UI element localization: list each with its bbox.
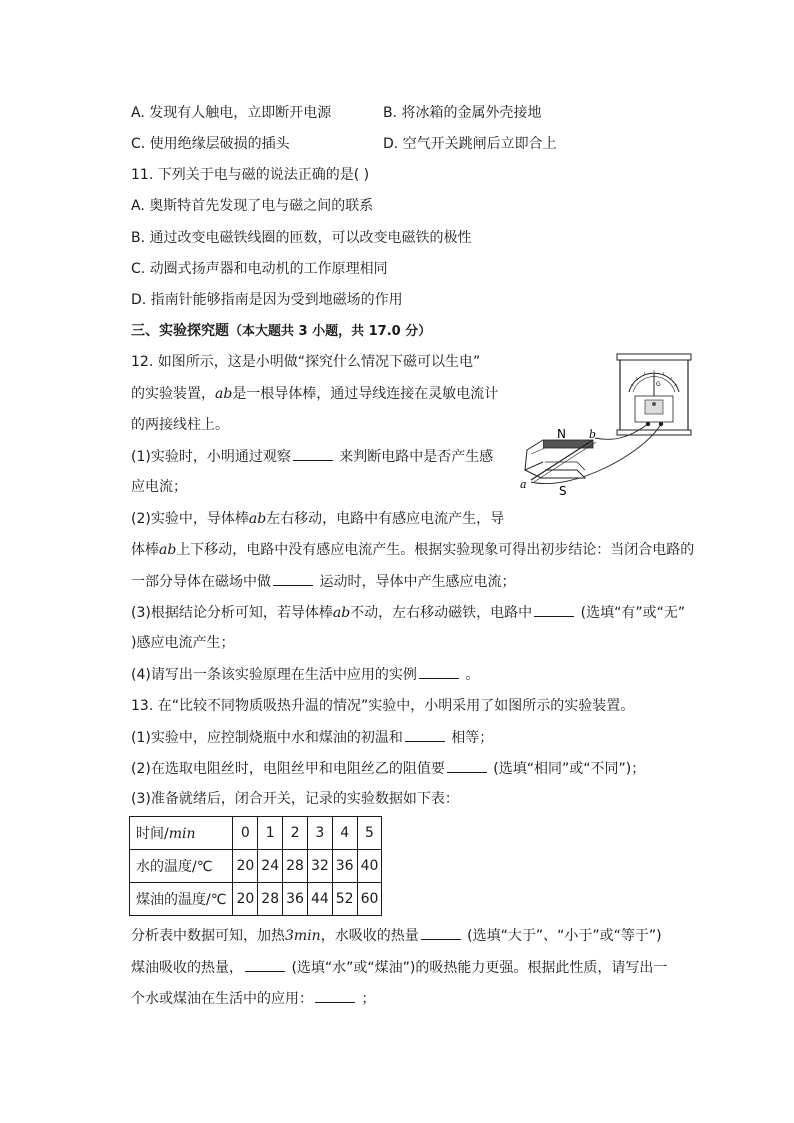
answer-blank[interactable] — [419, 664, 459, 679]
table-cell: 36 — [283, 883, 308, 916]
q12-part3-text: (3)根据结论分析可知，若导体棒 — [131, 605, 333, 621]
q12-part1-cont: 应电流； — [131, 479, 187, 495]
q12-part1-text: (1)实验时，小明通过观察 — [131, 449, 291, 465]
q11-option-d: D. 指南针能够指南是因为受到地磁场的作用 — [131, 292, 403, 308]
section-3-header — [131, 321, 431, 342]
answer-blank[interactable] — [273, 571, 313, 586]
answer-blank[interactable] — [447, 758, 487, 773]
q12-part2-text: 上下移动，电路中没有感应电流产生。根据实验现象可得出初步结论：当闭合电路的 — [176, 542, 695, 558]
q11-stem: 11. 下列关于电与磁的说法正确的是( ) — [131, 167, 370, 183]
table-cell: 44 — [307, 883, 332, 916]
q12-part4-text: 。 — [460, 667, 480, 683]
q12-var-ab: ab — [248, 511, 267, 527]
q11-option-a: A. 奥斯特首先发现了电与磁之间的联系 — [131, 198, 374, 214]
galvanometer-label: G — [656, 381, 661, 388]
q11-option-c: C. 动圈式扬声器和电动机的工作原理相同 — [131, 261, 388, 277]
table-cell: 20 — [233, 850, 258, 883]
q12-part2-text: 一部分导体在磁场中做 — [131, 574, 271, 590]
q13-part1-text: (1)实验中，应控制烧瓶中水和煤油的初温和 — [131, 730, 403, 746]
table-cell: 36 — [332, 850, 357, 883]
q12-part2-cont2 — [131, 571, 515, 592]
temperature-data-table — [129, 816, 382, 916]
table-header-time — [130, 817, 233, 850]
table-cell: 4 — [332, 817, 357, 850]
q12-var-ab: ab — [159, 542, 177, 558]
q12-stem-line1: 12. 如图所示，这是小明做“探究什么情况下磁可以生电” — [131, 354, 481, 370]
q13-part2 — [131, 758, 645, 779]
q12-part3-text: 不动，左右移动磁铁，电路中 — [350, 605, 533, 621]
answer-blank[interactable] — [293, 446, 333, 461]
q13-analysis-text: 分析表中数据可知，加热 — [131, 928, 285, 944]
q13-part1 — [131, 727, 493, 748]
galvanometer-icon — [617, 354, 691, 435]
q10-option-b: B. 将冰箱的金属外壳接地 — [383, 105, 542, 121]
table-row — [130, 883, 382, 916]
answer-blank[interactable] — [315, 988, 355, 1003]
q13-part2-text: (2)在选取电阻丝时，电阻丝甲和电阻丝乙的阻值要 — [131, 761, 445, 777]
rod-end-a-label: a — [520, 478, 527, 491]
induction-apparatus-figure — [505, 352, 695, 500]
q10-option-c: C. 使用绝缘层破损的插头 — [131, 136, 290, 152]
table-row — [130, 817, 382, 850]
q12-var-ab: ab — [215, 386, 233, 402]
q13-analysis-text: (选填“大于”、“小于”或“等于”) — [462, 928, 662, 944]
table-unit: min — [168, 826, 196, 842]
section-3-subtitle: （本大题共 3 小题，共 17.0 分） — [229, 324, 432, 339]
table-cell: 5 — [357, 817, 382, 850]
table-cell: 28 — [258, 883, 283, 916]
q13-analysis-line1 — [131, 925, 662, 946]
rod-end-b-label: b — [589, 428, 597, 441]
q12-part3-cont: )感应电流产生； — [131, 635, 235, 651]
q10-option-a: A. 发现有人触电，立即断开电源 — [131, 105, 332, 121]
table-cell: 28 — [283, 850, 308, 883]
q12-stem-line2 — [131, 384, 498, 404]
table-row — [130, 850, 382, 883]
q13-var: min — [293, 928, 321, 944]
q13-analysis-text: 煤油吸收的热量， — [131, 960, 243, 976]
answer-blank[interactable] — [245, 957, 285, 972]
q13-analysis-line2 — [131, 957, 667, 978]
table-cell: 60 — [357, 883, 382, 916]
table-cell: 0 — [233, 817, 258, 850]
q12-part2-text: 运动时，导体中产生感应电流； — [315, 574, 516, 590]
q12-part2 — [131, 509, 504, 529]
q12-stem-line3: 的两接线柱上。 — [131, 417, 229, 433]
answer-blank[interactable] — [421, 925, 461, 940]
table-cell: 24 — [258, 850, 283, 883]
q13-part2-text: (选填“相同”或“不同”)； — [488, 761, 646, 777]
q12-part2-cont — [131, 540, 694, 560]
table-cell: 1 — [258, 817, 283, 850]
q12-text: 是一根导体棒，通过导线连接在灵敏电流计 — [232, 386, 499, 402]
q10-option-d: D. 空气开关跳闸后立即合上 — [383, 136, 557, 152]
table-cell: 3 — [307, 817, 332, 850]
answer-blank[interactable] — [405, 727, 445, 742]
q12-part4 — [131, 664, 479, 685]
q11-option-b: B. 通过改变电磁铁线圈的匝数，可以改变电磁铁的极性 — [131, 230, 472, 246]
table-cell: 52 — [332, 883, 357, 916]
q13-part1-text: 相等； — [446, 730, 494, 746]
table-cell: 40 — [357, 850, 382, 883]
q12-part4-text: (4)请写出一条该实验原理在生活中应用的实例 — [131, 667, 417, 683]
q12-part1-text: 来判断电路中是否产生感 — [334, 449, 494, 465]
q12-var-ab: ab — [332, 605, 351, 621]
q12-part1 — [131, 446, 493, 467]
q13-part3: (3)准备就绪后，闭合开关，记录的实验数据如下表： — [131, 791, 459, 807]
table-cell: 2 — [283, 817, 308, 850]
table-cell: 20 — [233, 883, 258, 916]
magnet-north-label: N — [557, 427, 566, 441]
section-3-title: 三、实验探究题 — [131, 323, 229, 339]
magnet-south-label: S — [559, 484, 567, 498]
q13-var: 3 — [285, 928, 294, 944]
q13-stem: 13. 在“比较不同物质吸热升温的情况”实验中，小明采用了如图所示的实验装置。 — [131, 698, 635, 714]
table-header-water: 水的温度/℃ — [130, 850, 233, 883]
q13-analysis-text: ，水吸收的热量 — [320, 928, 419, 944]
q12-part2-text: 左右移动，电路中有感应电流产生，导 — [266, 511, 505, 527]
q13-analysis-line3 — [131, 988, 375, 1009]
q12-part2-text: 体棒 — [131, 542, 159, 558]
q13-analysis-text: ； — [357, 991, 376, 1007]
horseshoe-magnet-icon — [525, 440, 593, 478]
q12-part3 — [131, 602, 685, 623]
q12-part3-text: (选填“有”或“无” — [576, 605, 686, 621]
q12-part2-text: (2)实验中，导体棒 — [131, 511, 249, 527]
answer-blank[interactable] — [534, 602, 574, 617]
table-label: 时间/ — [136, 826, 169, 842]
q12-text: 的实验装置， — [131, 386, 215, 402]
q13-analysis-text: (选填“水”或“煤油”)的吸热能力更强。根据此性质，请写出一 — [287, 960, 668, 976]
table-cell: 32 — [307, 850, 332, 883]
q13-analysis-text: 个水或煤油在生活中的应用： — [131, 991, 313, 1007]
table-header-oil: 煤油的温度/℃ — [130, 883, 233, 916]
